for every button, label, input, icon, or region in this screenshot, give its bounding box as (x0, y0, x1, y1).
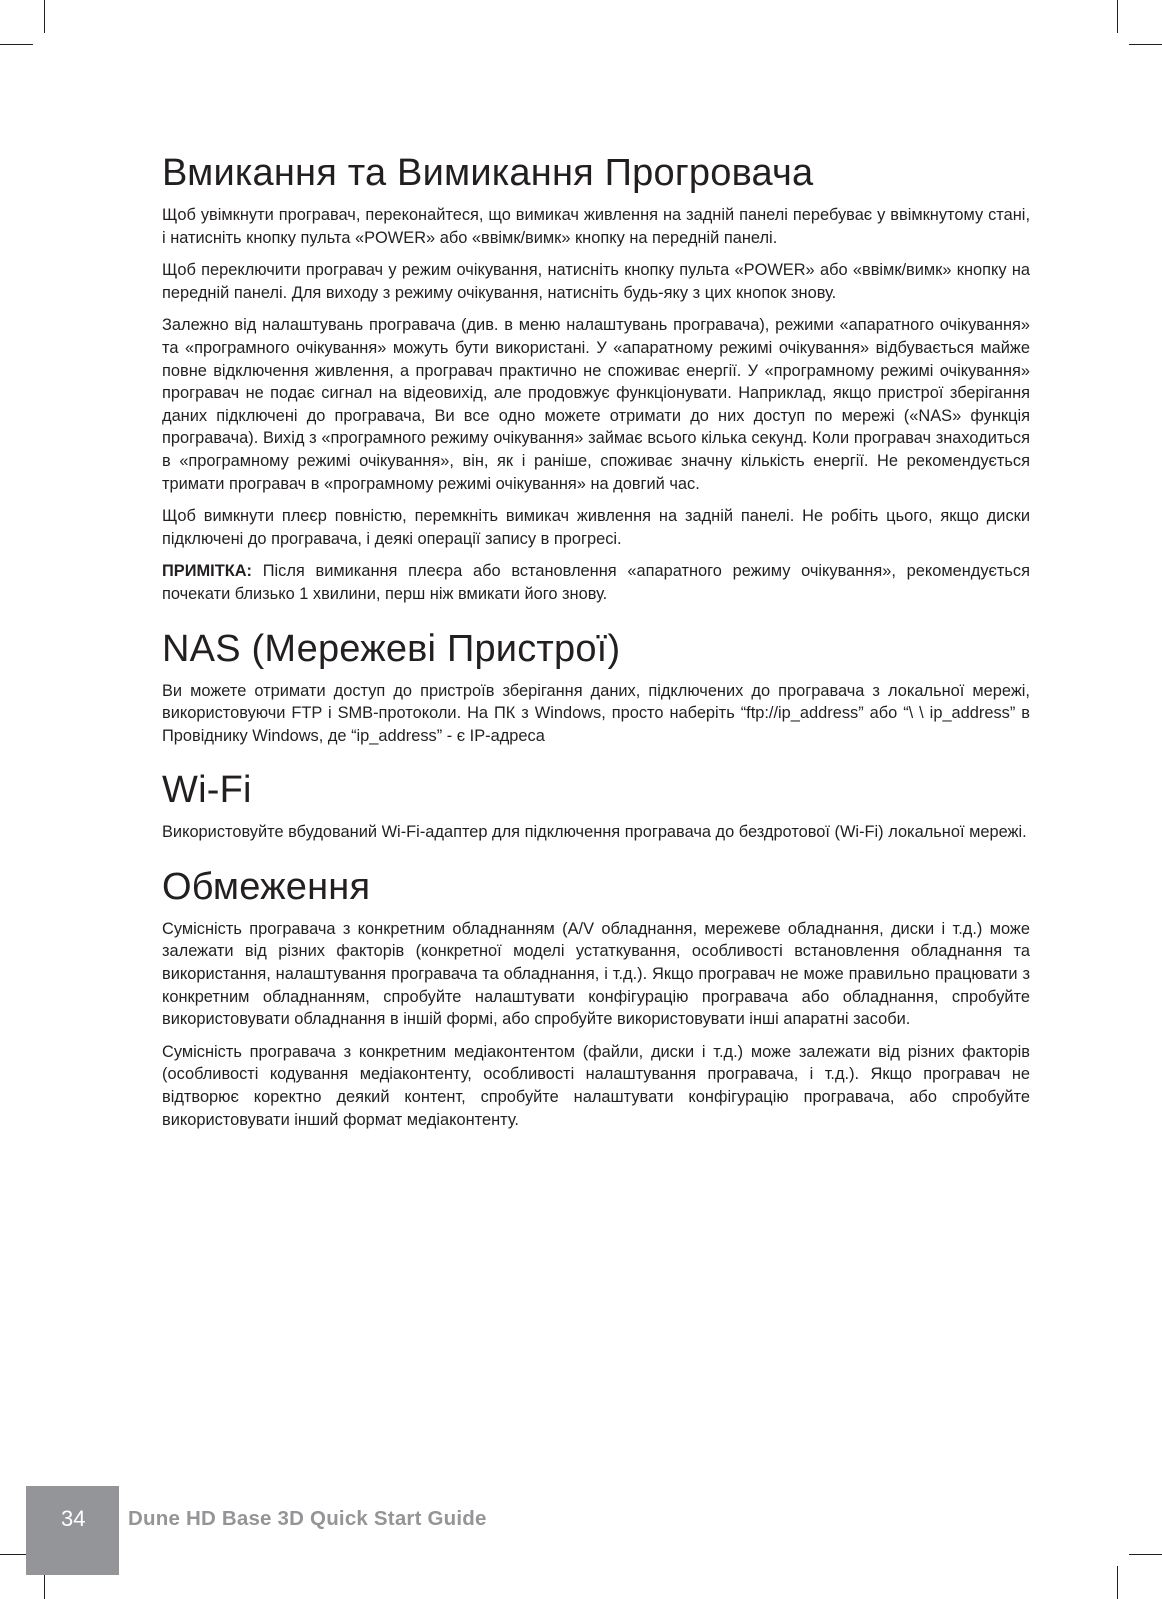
section-wifi (162, 767, 1030, 844)
page-content (162, 150, 1030, 1151)
paragraph: Щоб увімкнути програвач, переконайтеся, що вимикач живлення на задній панелі перебуває у ввімкнутому стані, і натисніть кнопку пульта «POWER» або «ввімк/вимк» кнопку на передній панелі. (162, 206, 1030, 247)
paragraph: Сумісність програвача з конкретним медіаконтентом (файли, диски і т.д.) може залежати від різних факторів (особливості кодування медіаконтенту, особливості налаштування програвача, і т.д.). Якщо програвач не відтворює коректно деякий контент, спробуйте налаштувати конфігурацію програвача, або спробуйте використовувати інший формат медіаконтенту. (162, 1042, 1030, 1129)
note-label: ПРИМІТКА: (162, 562, 253, 581)
section-heading: Вмикання та Вимикання Прогровача (162, 152, 814, 194)
note-paragraph (162, 560, 1030, 605)
crop-mark (1117, 0, 1118, 33)
paragraph: Щоб вимкнути плеєр повністю, перемкніть вимикач живлення на задній панелі. Не робіть цього, якщо диски підключені до програвача, і деякі операції запису в прогресі. (162, 507, 1030, 548)
section-nas (162, 626, 1030, 748)
paragraph: Залежно від налаштувань програвача (див. в меню налаштувань програвача), режими «апаратного очікування» та «програмного очікування» можуть бути використані. У «апаратному режимі очікування» відбувається майже повне відключення живлення, а програвач практично не споживає енергії. У «програмному режимі очікування» програвач не подає сигнал на відеовихід, але продовжує функціонувати. Наприклад, якщо пристрої зберігання даних підключені до програвача, Ви все одно можете отримати до них доступ по мережі («NAS» функція програвача). Вихід з «програмного режиму очікування» займає всього кілька секунд. Коли програвач знаходиться в «програмному режимі очікування», він, як і раніше, споживає значну кількість енергії. Не рекомендується тримати програвач в «програмному режимі очікування» на довгий час. (162, 316, 1030, 493)
section-power (162, 150, 1030, 606)
crop-mark (44, 0, 45, 33)
paragraph: Ви можете отримати доступ до пристроїв зберігання даних, підключених до програвача з локальної мережі, використовуючи FTP і SMB-протоколи. На ПК з Windows, просто наберіть “ftp://ip_address” або “\ \ ip_address” в Провіднику Windows, де “ip_address” - є IP-адреса (162, 681, 1030, 745)
note-text: Після вимикання плеєра або встановлення «апаратного режиму очікування», рекомендується почекати близько 1 хвилини, перш ніж вмикати його знову. (162, 562, 1030, 603)
section-heading: Wi-Fi (162, 769, 252, 812)
paragraph: Використовуйте вбудований Wi-Fi-адаптер для підключення програвача до бездротової (Wi-Fi) локальної мережі. (162, 823, 1027, 842)
page-number: 34 (61, 1506, 86, 1531)
crop-mark (1117, 1566, 1118, 1599)
page-number-box (26, 1486, 119, 1575)
crop-mark (1129, 1554, 1162, 1555)
section-limitations (162, 864, 1030, 1131)
paragraph: Щоб переключити програвач у режим очікування, натисніть кнопку пульта «POWER» або «ввімк/вимк» кнопку на передній панелі. Для виходу з режиму очікування, натисніть будь-яку з цих кнопок знову. (162, 261, 1030, 302)
section-heading: Обмеження (162, 865, 371, 908)
crop-mark (1129, 44, 1162, 45)
paragraph: Сумісність програвача з конкретним обладнанням (A/V обладнання, мережеве обладнання, диски і т.д.) може залежати від різних факторів (конкретної моделі устаткування, особливості встановлення обладнання та використання, налаштування програвача та обладнання, і т.д.). Якщо програвач не може правильно працювати з конкретним обладнанням, спробуйте налаштувати конфігурацію програвача або обладнання, спробуйте використовувати обладнання в іншій формі, або спробуйте використовувати інші апаратні засоби. (162, 919, 1030, 1029)
crop-mark (0, 44, 33, 45)
section-heading: NAS (Мережеві Пристрої) (162, 627, 621, 670)
footer-title: Dune HD Base 3D Quick Start Guide (128, 1507, 487, 1530)
